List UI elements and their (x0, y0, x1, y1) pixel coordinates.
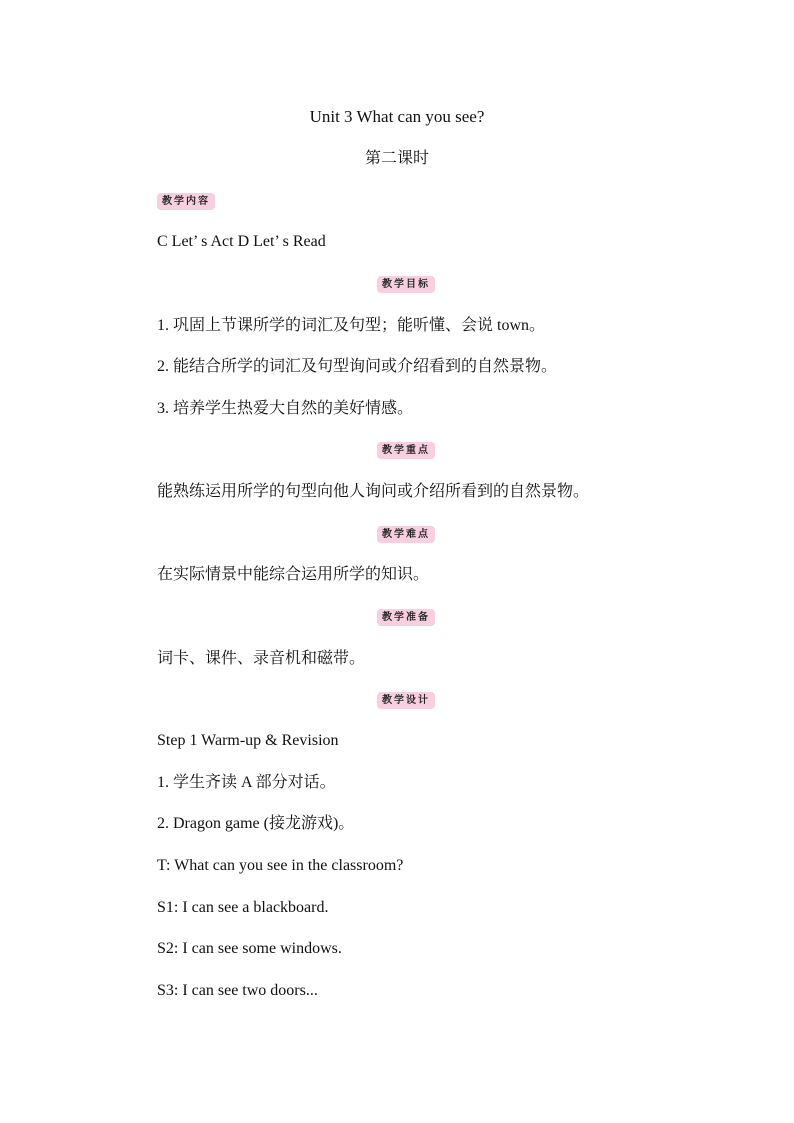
step1-line: S1: I can see a blackboard. (157, 899, 329, 916)
step1-line: 2. Dragon game (接龙游戏)。 (157, 815, 355, 832)
step1-line: S3: I can see two doors... (157, 982, 318, 999)
step1-line: T: What can you see in the classroom? (157, 857, 404, 874)
section-badge-content: 教学内容 (157, 193, 215, 210)
step1-line: S2: I can see some windows. (157, 940, 342, 957)
step1-heading: Step 1 Warm-up & Revision (157, 732, 339, 749)
goal-item-2: 2. 能结合所学的词汇及句型询问或介绍看到的自然景物。 (157, 358, 558, 375)
section-badge-difficulties: 教学难点 (377, 526, 435, 543)
preparation-text: 词卡、课件、录音机和磁带。 (157, 650, 366, 667)
section-badge-goals: 教学目标 (377, 276, 435, 293)
lesson-period: 第二课时 (364, 150, 429, 167)
page-title: Unit 3 What can you see? (309, 107, 485, 126)
content-text: C Let’ s Act D Let’ s Read (157, 233, 326, 250)
key-points-text: 能熟练运用所学的句型向他人询问或介绍所看到的自然景物。 (157, 483, 590, 500)
goal-item-1: 1. 巩固上节课所学的词汇及句型；能听懂、会说 town。 (157, 317, 546, 334)
difficulties-text: 在实际情景中能综合运用所学的知识。 (157, 566, 430, 583)
goal-item-3: 3. 培养学生热爱大自然的美好情感。 (157, 400, 414, 417)
section-badge-preparation: 教学准备 (377, 609, 435, 626)
section-badge-design: 教学设计 (377, 692, 435, 709)
section-badge-key-points: 教学重点 (377, 442, 435, 459)
step1-line: 1. 学生齐读 A 部分对话。 (157, 774, 336, 791)
